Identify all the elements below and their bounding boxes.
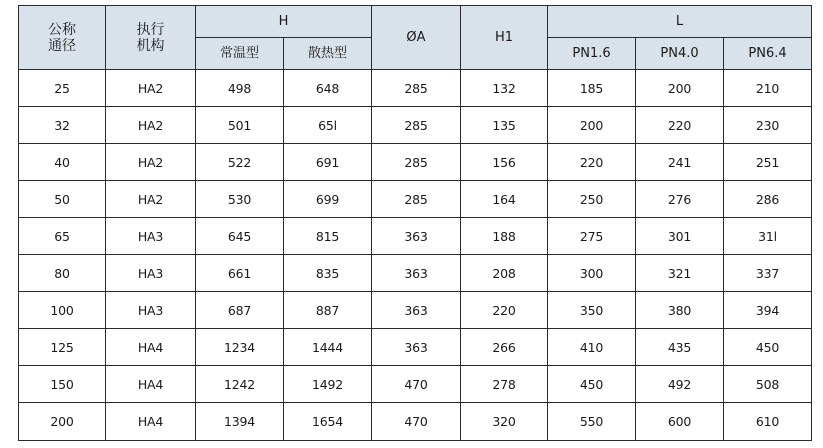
- cell-diameter-a: 363: [372, 255, 461, 292]
- table-row: [19, 70, 812, 107]
- header-diameter-a: ØA: [372, 6, 461, 70]
- cell-pn16: 275: [548, 218, 636, 255]
- table-row: [19, 292, 812, 329]
- cell-dn: 50: [19, 181, 106, 218]
- cell-pn16: 350: [548, 292, 636, 329]
- cell-pn16: 220: [548, 144, 636, 181]
- cell-pn64: 394: [724, 292, 812, 329]
- cell-h-normal: 1394: [196, 403, 284, 441]
- cell-pn64: 251: [724, 144, 812, 181]
- cell-pn40: 380: [636, 292, 724, 329]
- cell-h-heat: 699: [284, 181, 372, 218]
- cell-pn64: 230: [724, 107, 812, 144]
- table-row: [19, 366, 812, 403]
- cell-dn: 25: [19, 70, 106, 107]
- table-row: [19, 218, 812, 255]
- cell-h1: 208: [461, 255, 548, 292]
- cell-h1: 278: [461, 366, 548, 403]
- cell-pn40: 492: [636, 366, 724, 403]
- cell-pn16: 410: [548, 329, 636, 366]
- header-row-1: [19, 6, 812, 38]
- cell-pn40: 220: [636, 107, 724, 144]
- cell-h-normal: 501: [196, 107, 284, 144]
- header-pn16: PN1.6: [548, 38, 636, 70]
- cell-diameter-a: 285: [372, 181, 461, 218]
- cell-h-heat: 835: [284, 255, 372, 292]
- cell-actuator: HA2: [106, 70, 196, 107]
- cell-h-heat: 691: [284, 144, 372, 181]
- cell-pn64: 450: [724, 329, 812, 366]
- cell-h1: 156: [461, 144, 548, 181]
- header-nominal-diameter: [19, 6, 106, 70]
- cell-pn64: 508: [724, 366, 812, 403]
- cell-pn64: 31l: [724, 218, 812, 255]
- cell-diameter-a: 285: [372, 107, 461, 144]
- header-l-group: L: [548, 6, 812, 38]
- cell-h-normal: 530: [196, 181, 284, 218]
- table-row: [19, 403, 812, 441]
- cell-dn: 40: [19, 144, 106, 181]
- cell-actuator: HA3: [106, 292, 196, 329]
- cell-dn: 125: [19, 329, 106, 366]
- cell-dn: 200: [19, 403, 106, 441]
- cell-actuator: HA4: [106, 403, 196, 441]
- table-row: [19, 255, 812, 292]
- cell-pn64: 337: [724, 255, 812, 292]
- header-pn40: PN4.0: [636, 38, 724, 70]
- cell-h-normal: 687: [196, 292, 284, 329]
- table-header: [19, 6, 812, 70]
- cell-dn: 32: [19, 107, 106, 144]
- header-nominal-diameter-line1: 公称: [48, 21, 76, 38]
- cell-pn16: 185: [548, 70, 636, 107]
- cell-h-normal: 522: [196, 144, 284, 181]
- cell-h-heat: 1492: [284, 366, 372, 403]
- cell-h-normal: 645: [196, 218, 284, 255]
- table-body: [19, 70, 812, 441]
- cell-pn16: 250: [548, 181, 636, 218]
- cell-h1: 266: [461, 329, 548, 366]
- cell-diameter-a: 363: [372, 292, 461, 329]
- table-row: [19, 181, 812, 218]
- cell-actuator: HA3: [106, 218, 196, 255]
- header-nominal-diameter-line2: 通径: [48, 37, 76, 54]
- header-h-heat: 散热型: [284, 38, 372, 70]
- cell-h-normal: 1234: [196, 329, 284, 366]
- header-h1: H1: [461, 6, 548, 70]
- table-row: [19, 144, 812, 181]
- cell-dn: 150: [19, 366, 106, 403]
- spec-table-container: [18, 5, 811, 441]
- cell-h1: 164: [461, 181, 548, 218]
- cell-diameter-a: 285: [372, 144, 461, 181]
- cell-pn64: 610: [724, 403, 812, 441]
- cell-actuator: HA2: [106, 107, 196, 144]
- cell-pn40: 301: [636, 218, 724, 255]
- cell-dn: 65: [19, 218, 106, 255]
- cell-pn16: 550: [548, 403, 636, 441]
- cell-diameter-a: 363: [372, 218, 461, 255]
- cell-h-heat: 1444: [284, 329, 372, 366]
- cell-h-normal: 498: [196, 70, 284, 107]
- cell-h1: 132: [461, 70, 548, 107]
- cell-h-normal: 1242: [196, 366, 284, 403]
- cell-pn64: 210: [724, 70, 812, 107]
- cell-h-heat: 887: [284, 292, 372, 329]
- header-h-normal: 常温型: [196, 38, 284, 70]
- cell-diameter-a: 285: [372, 70, 461, 107]
- cell-pn40: 241: [636, 144, 724, 181]
- cell-h1: 320: [461, 403, 548, 441]
- cell-pn40: 276: [636, 181, 724, 218]
- cell-h-normal: 661: [196, 255, 284, 292]
- header-actuator: [106, 6, 196, 70]
- cell-pn16: 300: [548, 255, 636, 292]
- cell-actuator: HA4: [106, 366, 196, 403]
- cell-actuator: HA2: [106, 144, 196, 181]
- header-actuator-line1: 执行: [136, 21, 165, 38]
- cell-h1: 135: [461, 107, 548, 144]
- cell-pn40: 321: [636, 255, 724, 292]
- cell-pn16: 200: [548, 107, 636, 144]
- cell-diameter-a: 470: [372, 403, 461, 441]
- cell-dn: 100: [19, 292, 106, 329]
- cell-pn64: 286: [724, 181, 812, 218]
- cell-pn40: 435: [636, 329, 724, 366]
- cell-diameter-a: 470: [372, 366, 461, 403]
- cell-pn40: 200: [636, 70, 724, 107]
- header-pn64: PN6.4: [724, 38, 812, 70]
- cell-pn40: 600: [636, 403, 724, 441]
- cell-h-heat: 815: [284, 218, 372, 255]
- header-h-group: H: [196, 6, 372, 38]
- cell-h1: 220: [461, 292, 548, 329]
- cell-h-heat: 1654: [284, 403, 372, 441]
- cell-actuator: HA2: [106, 181, 196, 218]
- dimension-table: [18, 5, 812, 441]
- cell-h-heat: 648: [284, 70, 372, 107]
- cell-pn16: 450: [548, 366, 636, 403]
- table-row: [19, 329, 812, 366]
- table-row: [19, 107, 812, 144]
- cell-h1: 188: [461, 218, 548, 255]
- cell-actuator: HA4: [106, 329, 196, 366]
- cell-h-heat: 65l: [284, 107, 372, 144]
- header-actuator-line2: 机构: [136, 37, 165, 54]
- cell-diameter-a: 363: [372, 329, 461, 366]
- cell-actuator: HA3: [106, 255, 196, 292]
- cell-dn: 80: [19, 255, 106, 292]
